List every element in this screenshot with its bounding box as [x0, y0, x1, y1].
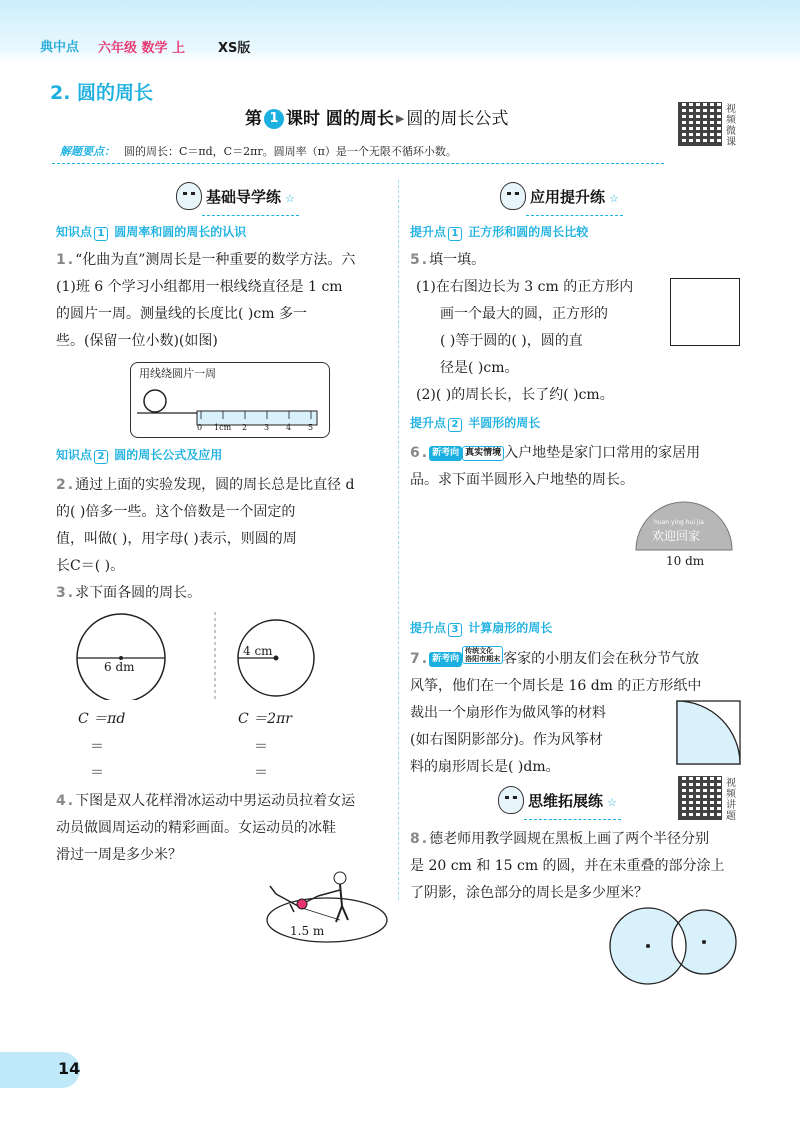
q5-p1-line3: ( )等于圆的( )，圆的直 [440, 333, 583, 349]
rope-disc-figure [130, 362, 330, 438]
lesson-subtitle: 圆的周长公式 [406, 109, 509, 129]
lesson-title [245, 104, 508, 129]
tips-label: 解题要点： [60, 145, 115, 158]
kp-number: 3 [448, 623, 462, 637]
book-edition: XS版 [218, 41, 251, 56]
section-title: 2. 圆的周长 [50, 82, 154, 104]
question-number: 8 [410, 831, 420, 847]
tag-real-context: 真实情境 [462, 446, 504, 461]
qr-label-top: 视频微课 [726, 104, 736, 148]
lesson-number-badge: 1 [264, 109, 284, 129]
skating-radius-label: 1.5 m [290, 924, 325, 938]
q1-line1: “化曲为直”测周长是一种重要的数学方法。六 [75, 252, 356, 268]
kp-prefix: 提升点 [410, 225, 447, 239]
q1-line3: 的圆片一周。测量线的长度比( )cm 多一 [56, 306, 307, 322]
sector-figure [676, 700, 742, 766]
ruler-mark: 3 [264, 423, 270, 432]
improvement-point-2 [410, 414, 540, 432]
improvement-point-3 [410, 619, 552, 637]
q5-p1-line4: 径是( )cm。 [440, 360, 519, 376]
ruler-mark: 0 [197, 423, 203, 432]
question-1: 1 . “化曲为直”测周长是一种重要的数学方法。六 (1)班 6 个学习小组都用一根线绕直径是 1 cm 的圆片一周。测量线的长度比( )cm 多一 些。(保留一位小数)(如图) [56, 247, 386, 355]
question-number: 6 [410, 445, 420, 461]
kp-title: 半圆形的周长 [468, 416, 541, 430]
q8-line2: 是 20 cm 和 15 cm 的圆，并在未重叠的部分涂上 [410, 858, 725, 874]
q4-line2: 动员做圆周运动的精彩画面。女运动员的冰鞋 [56, 820, 336, 836]
q2-line3: 值，叫做( )，用字母( )表示，则圆的周 [56, 531, 297, 547]
circle2-label: 4 cm [243, 644, 273, 658]
page-number: 14 [58, 1059, 81, 1078]
question-number: 1 [56, 252, 66, 268]
triangle-arrow-icon: ▶ [395, 112, 405, 125]
star-icon: ☆ [607, 796, 617, 809]
kp-prefix: 知识点 [56, 225, 93, 239]
tips-bar [52, 140, 664, 164]
banner-thinking-label: 思维拓展练 [528, 792, 604, 810]
banner-application-label: 应用提升练 [530, 188, 606, 206]
question-number: 2 [56, 477, 66, 493]
question-number: 7 [410, 651, 420, 667]
improvement-point-1 [410, 223, 588, 241]
kp-title: 圆周率和圆的周长的认识 [114, 225, 247, 239]
q8-line3: 了阴影，涂色部分的周长是多少厘米？ [410, 885, 648, 901]
knowledge-point-1 [56, 223, 246, 241]
tag-culture-line2: 洛阳市期末 [465, 655, 501, 663]
question-8: 8 . 德老师用教学圆规在黑板上画了两个半径分别 是 20 cm 和 15 cm 的圆，并在未重叠的部分涂上 了阴影，涂色部分的周长是多少厘米？ [410, 826, 760, 907]
q6-line1: 入户地垫是家门口常用的家居用 [504, 445, 701, 461]
ruler-mark: 1cm [214, 423, 232, 432]
question-6: 6 . 新考向 真实情境 入户地垫是家门口常用的家居用 品。求下面半圆形入户地垫的周长。 [410, 440, 760, 494]
q3-circles-figure [60, 610, 390, 700]
star-icon: ☆ [609, 192, 619, 205]
kp-prefix: 提升点 [410, 416, 447, 430]
question-3: 3 . 求下面各圆的周长。 [56, 585, 202, 601]
q7-line3: 裁出一个扇形作为做风筝的材料 [410, 705, 606, 721]
q5-p2: (2)( )的周长长，长了约( )cm。 [416, 387, 614, 403]
qr-code-icon[interactable] [678, 776, 722, 820]
mascot-icon [498, 786, 524, 814]
lesson-prefix: 第 [245, 109, 262, 129]
doormat-diameter-label: 10 dm [666, 554, 705, 568]
tag-new-trend: 新考向 [429, 446, 462, 461]
q8-line1: 德老师用教学圆规在黑板上画了两个半径分别 [429, 831, 710, 847]
doormat-pinyin: huan ying hui jia [654, 519, 704, 526]
ruler-mark: 2 [242, 423, 248, 432]
circle1-label: 6 dm [104, 660, 135, 674]
q2-line4: 长C＝( )。 [56, 558, 125, 574]
banner-basic-label: 基础导学练 [206, 188, 282, 206]
kp-title: 正方形和圆的周长比较 [468, 225, 589, 239]
q7-line5: 料的扇形周长是( )dm。 [410, 759, 560, 775]
brand-logo: 典中点 [40, 40, 80, 55]
column-divider [398, 180, 399, 900]
square-figure [670, 278, 740, 346]
banner-thinking [498, 786, 617, 814]
kp-number: 1 [94, 227, 108, 241]
q1-line4: 些。(保留一位小数)(如图) [56, 333, 218, 349]
q4-line1: 下图是双人花样滑冰运动中男运动员拉着女运 [75, 793, 356, 809]
q7-line4: (如右图阴影部分)。作为风筝材 [410, 732, 603, 748]
question-number: 3 [56, 585, 66, 601]
tag-new-trend: 新考向 [429, 652, 462, 667]
q2-line1: 通过上面的实验发现，圆的周长总是比直径 d [75, 477, 355, 493]
tag-culture-line1: 传统文化 [465, 647, 494, 655]
q2-line2: 的( )倍多一些。这个倍数是一个固定的 [56, 504, 296, 520]
question-4: 4 . 下图是双人花样滑冰运动中男运动员拉着女运 动员做圆周运动的精彩画面。女运动员的冰鞋 滑过一周是多少米？ [56, 788, 386, 869]
question-2: 2 . 通过上面的实验发现，圆的周长总是比直径 d 的( )倍多一些。这个倍数是一个固定的 值，叫做( )，用字母( )表示，则圆的周 长C＝( )。 [56, 472, 386, 580]
star-icon: ☆ [285, 192, 295, 205]
lesson-suffix: 课时 圆的周长 [286, 109, 394, 129]
tag-culture [462, 646, 503, 664]
page-header [0, 0, 800, 62]
skating-figure [262, 864, 392, 946]
tips-text: 圆的周长：C＝πd，C＝2πr。圆周率（π）是一个无限不循环小数。 [124, 145, 457, 158]
question-number: 4 [56, 793, 66, 809]
formula-1: C ＝πd [78, 711, 126, 727]
ruler-mark: 4 [286, 423, 292, 432]
q7-line2: 风筝，他们在一个周长是 16 dm 的正方形纸中 [410, 678, 702, 694]
kp-prefix: 知识点 [56, 448, 93, 462]
q6-line2: 品。求下面半圆形入户地垫的周长。 [410, 472, 634, 488]
q5-intro: 填一填。 [429, 252, 486, 268]
figure-caption: 用线绕圆片一周 [139, 367, 216, 380]
knowledge-point-2 [56, 446, 222, 464]
banner-basic [176, 182, 295, 210]
q3-text: 求下面各圆的周长。 [75, 585, 202, 601]
equals-sign: ＝ [90, 765, 104, 781]
q7-line1: 客家的小朋友们会在秋分节气放 [503, 651, 700, 667]
q4-line3: 滑过一周是多少米？ [56, 847, 182, 863]
book-series: 六年级 数学 上 [98, 41, 186, 56]
banner-application [500, 182, 619, 210]
mascot-icon [176, 182, 202, 210]
ruler-mark: 5 [308, 423, 314, 432]
formula-2: C ＝2πr [238, 711, 292, 727]
doormat-figure [634, 500, 734, 552]
page-number-tab [0, 1052, 80, 1088]
q5-p1-line2: 画一个最大的圆，正方形的 [440, 306, 608, 322]
equals-sign: ＝ [254, 739, 268, 755]
question-number: 5 [410, 252, 420, 268]
q1-line2: (1)班 6 个学习小组都用一根线绕直径是 1 cm [56, 279, 343, 295]
kp-number: 2 [448, 418, 462, 432]
question-5: 5 . 填一填。 (1)在右图边长为 3 cm 的正方形内 画一个最大的圆，正方形的 ( )等于圆的( )，圆的直 径是( )cm。 (2)( )的周长长，长了约( )cm。 [410, 247, 760, 409]
mascot-icon [500, 182, 526, 210]
kp-title: 圆的周长公式及应用 [114, 448, 223, 462]
kp-prefix: 提升点 [410, 621, 447, 635]
qr-label-bottom: 视频讲题 [726, 778, 736, 822]
qr-code-icon[interactable] [678, 102, 722, 146]
doormat-text: 欢迎回家 [652, 529, 701, 543]
question-7: 7 . 新考向传统文化 洛阳市期末 客家的小朋友们会在秋分节气放 风筝，他们在一个周长是 16 dm 的正方形纸中 裁出一个扇形作为做风筝的材料 (如右图阴影部分)。作为风筝材 料的扇形周长是( )dm。 [410, 646, 760, 781]
kp-number: 2 [94, 450, 108, 464]
equals-sign: ＝ [90, 739, 104, 755]
kp-number: 1 [448, 227, 462, 241]
q5-p1-line1: (1)在右图边长为 3 cm 的正方形内 [416, 279, 634, 295]
equals-sign: ＝ [254, 765, 268, 781]
kp-title: 计算扇形的周长 [468, 621, 553, 635]
overlap-circles-figure [606, 906, 746, 986]
